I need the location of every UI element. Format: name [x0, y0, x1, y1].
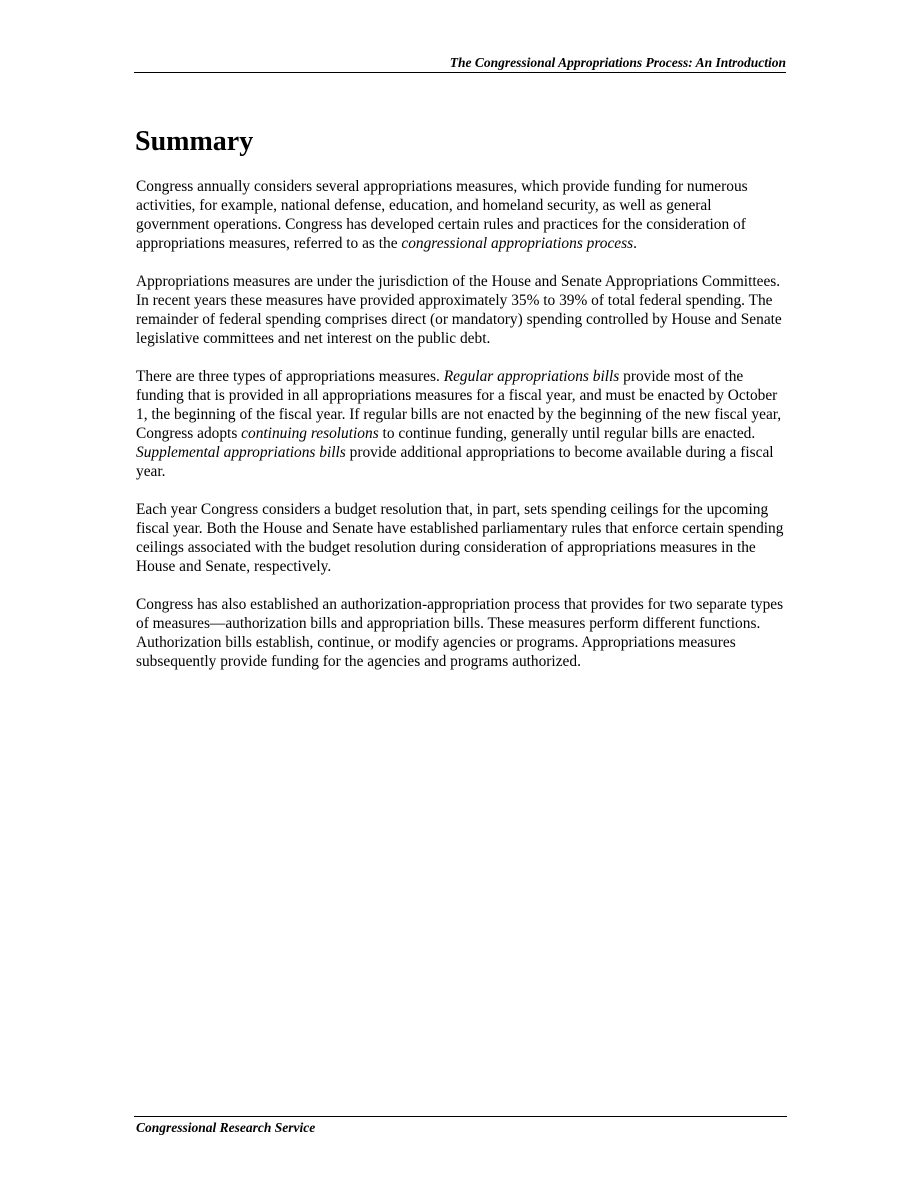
- paragraph-measure-types-text-1: There are three types of appropriations measures.: [136, 367, 444, 385]
- paragraph-measure-types-text-2: provide most of the funding that is provided in all appropriations measures for a fiscal year, and must be enacted by October 1, the beginning of the fiscal year. If regular bills are not enacted by the beginning of the new fiscal year, Congress adopts: [136, 367, 782, 443]
- paragraph-measure-types: [136, 367, 788, 482]
- paragraph-measure-types-text-4: provide additional appropriations to become available during a fiscal year.: [136, 444, 774, 481]
- paragraph-budget-resolution: Each year Congress considers a budget resolution that, in part, sets spending ceilings for the upcoming fiscal year. Both the House and Senate have established parliamentary rules that enforce certain spending ceilings associated with the budget resolution during consideration of appropriations measures in the House and Senate, respectively.: [136, 500, 784, 576]
- paragraph-scope-end: .: [633, 235, 637, 253]
- term-regular-appropriations-bills: Regular appropriations bills: [443, 367, 620, 385]
- paragraph-measure-types-text-3: to continue funding, generally until regular bills are enacted.: [378, 425, 756, 443]
- running-header: The Congressional Appropriations Process: An Introduction: [134, 55, 786, 73]
- paragraph-jurisdiction: Appropriations measures are under the jurisdiction of the House and Senate Appropriations Committees. In recent years these measures have provided approximately 35% to 39% of total federal spending. The remainder of federal spending comprises direct (or mandatory) spending controlled by House and Senate legislative committees and net interest on the public debt.: [136, 272, 782, 348]
- term-continuing-resolutions: continuing resolutions: [241, 425, 379, 443]
- page-title: Summary: [135, 126, 254, 157]
- paragraph-scope-text: Congress annually considers several appropriations measures, which provide funding for numerous activities, for example, national defense, education, and homeland security, as well as general government operations. Congress has developed certain rules and practices for the consideration of appropriations measures, referred to as the: [136, 178, 748, 253]
- footer-rule: [134, 1116, 787, 1117]
- term-congressional-appropriations-process: congressional appropriations process: [401, 235, 634, 253]
- paragraph-authorization: Congress has also established an authorization-appropriation process that provides for two separate types of measures—authorization bills and appropriation bills. These measures perform different functions. Authorization bills establish, continue, or modify agencies or programs. Appropriations measures subsequently provide funding for the agencies and programs authorized.: [136, 595, 784, 670]
- term-supplemental-appropriations-bills: Supplemental appropriations bills: [136, 444, 346, 462]
- running-footer: Congressional Research Service: [136, 1120, 316, 1135]
- paragraph-scope: [136, 177, 788, 253]
- summary-body: [136, 177, 788, 690]
